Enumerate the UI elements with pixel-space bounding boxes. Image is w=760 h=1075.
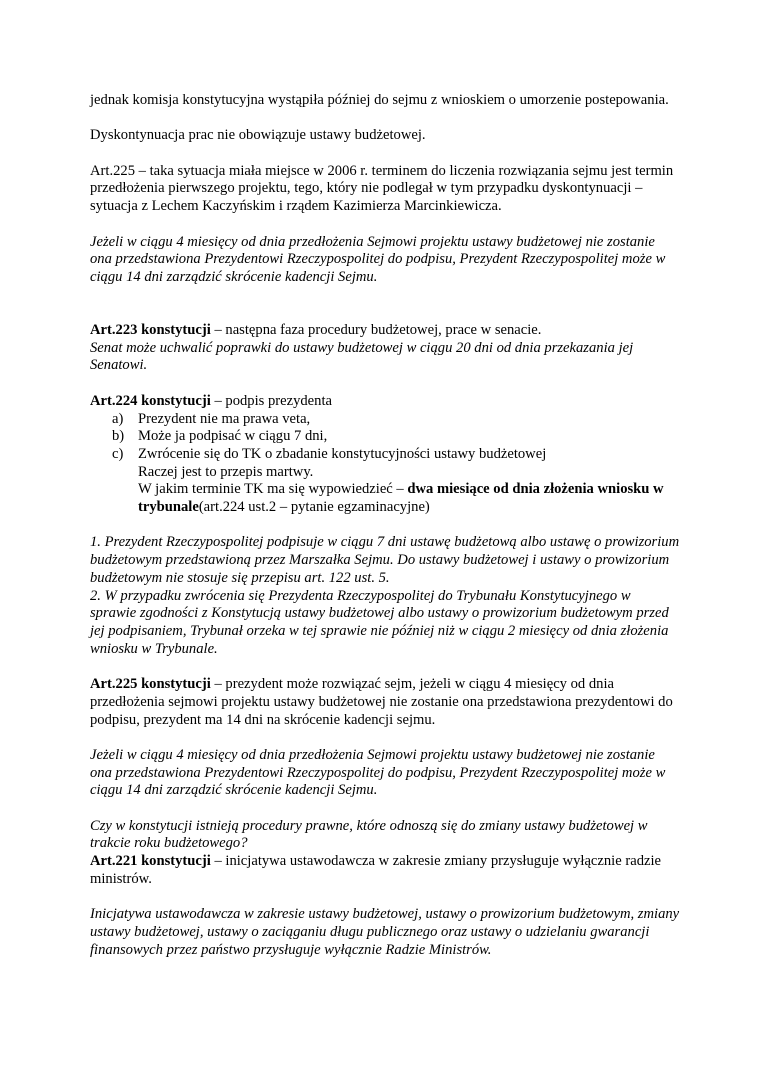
paragraph-art225-note: Art.225 – taka sytuacja miała miejsce w 2006 r. terminem do liczenia rozwiązania sejmu jest termin przedłożenia pierwszego projektu, tego, który nie podlegał w tym przypadku dyskontynuacji – sytuacja z Lechem Kaczyńskim i rządem Kazimierza Marcinkiewicza.	[90, 162, 674, 215]
list-marker: a)	[112, 410, 124, 427]
art224-note-dead-provision: Raczej jest to przepis martwy.	[138, 463, 314, 480]
art223-quote: Senat może uchwalić poprawki do ustawy budżetowej w ciągu 20 dni od dnia przekazania jej Senatowi.	[90, 339, 634, 374]
art225-heading	[90, 676, 680, 729]
art224-quote-1: 1. Prezydent Rzeczypospolitej podpisuje w ciągu 7 dni ustawę budżetową albo ustawę o prowizorium budżetowym przedstawioną przez Marszałka Sejmu. Do ustawy budżetowej i ustawy o prowizorium budżetowym nie stosuje się przepisu art. 122 ust. 5.	[90, 534, 680, 586]
document-body	[90, 92, 680, 959]
art224-list	[90, 411, 680, 464]
art224-text: – podpis prezydenta	[210, 392, 332, 409]
art221-heading	[90, 853, 680, 888]
art225-text: – prezydent może rozwiązać sejm, jeżeli w ciągu 4 miesięcy od dnia przedłożenia sejmowi projektu ustawy budżetowej nie zostanie ona przedstawiona prezydentowi do podpisu, prezydent ma 14 dni na skrócenie kadencji sejmu.	[90, 676, 673, 728]
note-deadline-bold: dwa miesiące od dnia złożenia wniosku w trybunale	[138, 481, 664, 516]
list-marker: c)	[112, 445, 124, 462]
question-paragraph: Czy w konstytucji istnieją procedury prawne, które odnoszą się do zmiany ustawy budżetowej w trakcie roku budżetowego?	[90, 817, 648, 852]
list-item	[90, 428, 680, 446]
art224-label: Art.224 konstytucji	[90, 392, 211, 409]
paragraph-discontinuation: Dyskontynuacja prac nie obowiązuje ustawy budżetowej.	[90, 127, 426, 144]
list-item-text: Prezydent nie ma prawa veta,	[138, 410, 311, 427]
art224-quote-2: 2. W przypadku zwrócenia się Prezydenta Rzeczypospolitej do Trybunału Konstytucyjnego w sprawie zgodności z Konstytucją ustawy budżetowej albo ustawy o prowizorium budżetowym przed jej podpisaniem, Trybunał orzeka w tej sprawie nie później niż w ciągu 2 miesięcy od dnia złożenia wniosku w Trybunale.	[90, 587, 669, 657]
list-item	[90, 411, 680, 429]
list-marker: b)	[112, 428, 125, 445]
art225-quote: Jeżeli w ciągu 4 miesięcy od dnia przedłożenia Sejmowi projektu ustawy budżetowej nie zostanie ona przedstawiona Prezydentowi Rzeczypospolitej do podpisu, Prezydent Rzeczypospolitej może w ciągu 14 dni zarządzić skrócenie kadencji Sejmu.	[90, 746, 666, 799]
art221-quote: Inicjatywa ustawodawcza w zakresie ustawy budżetowej, ustawy o prowizorium budżetowym, zmiany ustawy budżetowej, ustawy o zaciąganiu długu publicznego oraz ustawy o udzielaniu gwarancji finansowych przez państwo przysługuje wyłącznie Radzie Ministrów.	[90, 906, 680, 958]
art223-heading	[90, 322, 680, 340]
art224-note-deadline	[90, 481, 680, 516]
art223-text: – następna faza procedury budżetowej, prace w senacie.	[210, 322, 542, 339]
quote-art225-first: Jeżeli w ciągu 4 miesięcy od dnia przedłożenia Sejmowi projektu ustawy budżetowej nie zostanie ona przedstawiona Prezydentowi Rzeczypospolitej do podpisu, Prezydent Rzeczypospolitej może w ciągu 14 dni zarządzić skrócenie kadencji Sejmu.	[90, 233, 666, 285]
art221-text: – inicjatywa ustawodawcza w zakresie zmiany przysługuje wyłącznie radzie ministrów.	[90, 853, 661, 887]
note-deadline-start: W jakim terminie TK ma się wypowiedzieć –	[138, 481, 408, 498]
art223-label: Art.223 konstytucji	[90, 322, 211, 339]
list-item-text: Zwrócenie się do TK o zbadanie konstytucyjności ustawy budżetowej	[138, 445, 547, 462]
art224-heading	[90, 393, 680, 411]
list-item	[90, 446, 680, 464]
paragraph-continuation: jednak komisja konstytucyjna wystąpiła później do sejmu z wnioskiem o umorzenie postepowania.	[90, 92, 669, 108]
note-deadline-end: (art.224 ust.2 – pytanie egzaminacyjne)	[198, 499, 430, 516]
list-item-text: Może ja podpisać w ciągu 7 dni,	[138, 428, 328, 445]
art221-label: Art.221 konstytucji	[90, 853, 211, 870]
art225-label: Art.225 konstytucji	[90, 676, 211, 693]
